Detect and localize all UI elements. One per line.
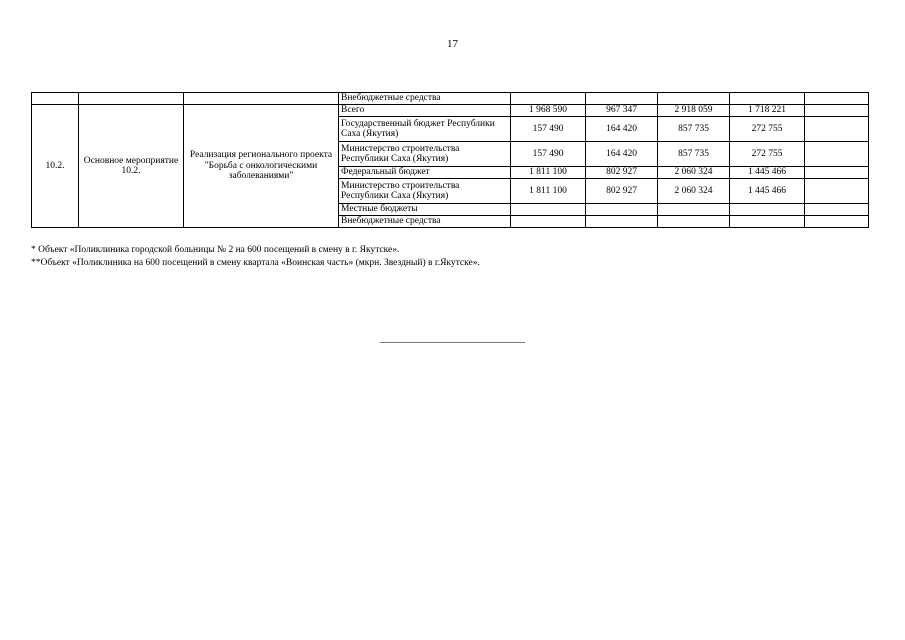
value-cell bbox=[586, 216, 658, 228]
value-cell: 272 755 bbox=[730, 117, 805, 142]
value-cell: 857 735 bbox=[658, 117, 730, 142]
value-cell: 157 490 bbox=[511, 117, 586, 142]
table-cell bbox=[805, 93, 869, 105]
bottom-divider bbox=[380, 342, 525, 343]
value-cell: 164 420 bbox=[586, 142, 658, 167]
funding-source-cell: Местные бюджеты bbox=[339, 204, 511, 216]
table-cell bbox=[730, 93, 805, 105]
table-row bbox=[32, 93, 869, 105]
table-cell bbox=[79, 93, 184, 105]
value-cell: 1 718 221 bbox=[730, 105, 805, 117]
value-cell: 2 918 059 bbox=[658, 105, 730, 117]
value-cell bbox=[511, 216, 586, 228]
value-cell bbox=[805, 179, 869, 204]
value-cell bbox=[658, 216, 730, 228]
table-cell bbox=[511, 93, 586, 105]
value-cell: 272 755 bbox=[730, 142, 805, 167]
value-cell: 2 060 324 bbox=[658, 179, 730, 204]
value-cell bbox=[730, 204, 805, 216]
value-cell: 157 490 bbox=[511, 142, 586, 167]
value-cell: 1 811 100 bbox=[511, 167, 586, 179]
item-name-cell: Основное мероприятие 10.2. bbox=[79, 105, 184, 228]
value-cell bbox=[805, 142, 869, 167]
table-cell bbox=[184, 93, 339, 105]
value-cell: 802 927 bbox=[586, 179, 658, 204]
table-cell bbox=[658, 93, 730, 105]
funding-source-cell: Министерство строительства Республики Саха (Якутия) bbox=[339, 142, 511, 167]
value-cell: 164 420 bbox=[586, 117, 658, 142]
table-cell bbox=[586, 93, 658, 105]
value-cell bbox=[586, 204, 658, 216]
footnote: **Объект «Поликлиника на 600 посещений в смену квартала «Воинская часть» (мкрн. Звездный) в г.Якутске». bbox=[31, 258, 480, 268]
value-cell bbox=[730, 216, 805, 228]
value-cell: 802 927 bbox=[586, 167, 658, 179]
value-cell: 967 347 bbox=[586, 105, 658, 117]
value-cell bbox=[511, 204, 586, 216]
item-description-cell: Реализация регионального проекта "Борьба с онкологическими заболеваниями" bbox=[184, 105, 339, 228]
value-cell bbox=[805, 105, 869, 117]
funding-source-cell: Министерство строительства Республики Саха (Якутия) bbox=[339, 179, 511, 204]
funding-source-cell: Внебюджетные средства bbox=[339, 93, 511, 105]
value-cell: 1 968 590 bbox=[511, 105, 586, 117]
value-cell bbox=[805, 117, 869, 142]
footnote: * Объект «Поликлиника городской больницы № 2 на 600 посещений в смену в г. Якутске». bbox=[31, 245, 400, 255]
funding-source-cell: Федеральный бюджет bbox=[339, 167, 511, 179]
footnotes bbox=[31, 244, 480, 270]
item-number-cell: 10.2. bbox=[32, 105, 79, 228]
page-number: 17 bbox=[447, 38, 458, 50]
funding-source-cell: Внебюджетные средства bbox=[339, 216, 511, 228]
value-cell bbox=[805, 216, 869, 228]
value-cell: 1 445 466 bbox=[730, 167, 805, 179]
value-cell: 1 445 466 bbox=[730, 179, 805, 204]
value-cell: 1 811 100 bbox=[511, 179, 586, 204]
value-cell: 2 060 324 bbox=[658, 167, 730, 179]
value-cell bbox=[658, 204, 730, 216]
funding-source-cell: Государственный бюджет Республики Саха (Якутия) bbox=[339, 117, 511, 142]
table-cell bbox=[32, 93, 79, 105]
value-cell bbox=[805, 167, 869, 179]
value-cell: 857 735 bbox=[658, 142, 730, 167]
funding-source-cell: Всего bbox=[339, 105, 511, 117]
value-cell bbox=[805, 204, 869, 216]
table-row bbox=[32, 105, 869, 117]
funding-table bbox=[31, 92, 869, 228]
